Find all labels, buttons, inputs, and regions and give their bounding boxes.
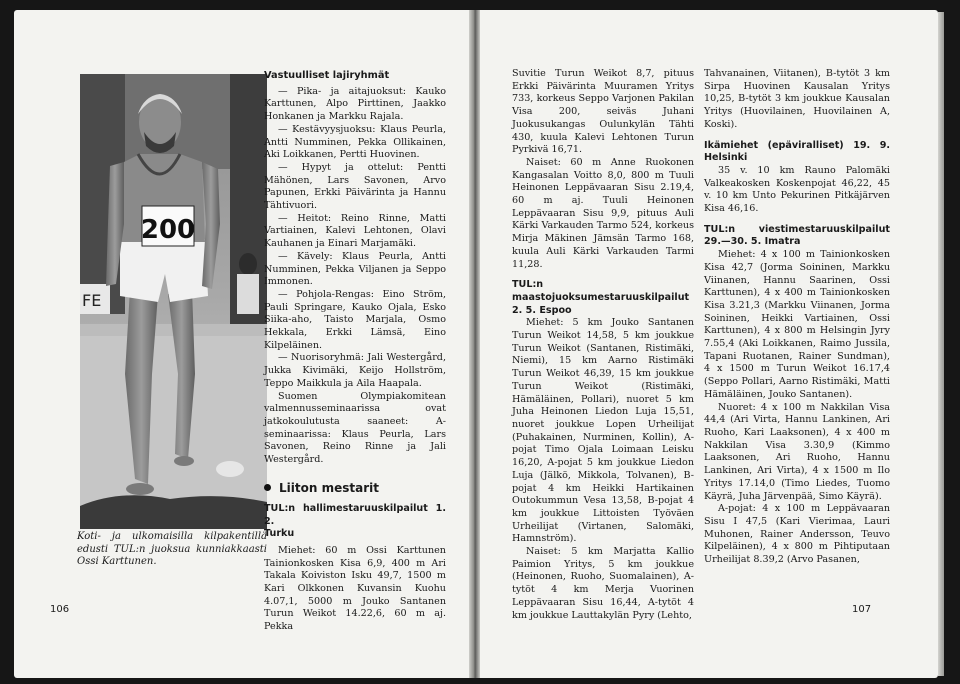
heading-responsibles: Vastuulliset lajiryhmät: [264, 70, 390, 81]
page-edge: [938, 12, 944, 676]
book-gutter: [469, 10, 480, 678]
paragraph-walking: — Kävely: Klaus Peurla, Antti Numminen, Pekka Viljanen ja Seppo Immonen.: [264, 250, 446, 288]
right-page: [480, 10, 938, 678]
section-date: 2. 5.: [512, 304, 536, 316]
section-heading: [512, 279, 694, 317]
results-paragraph: 35 v. 10 km Rauno Palomäki Valkeakosken Koskenpojat 46,22, 45 v. 10 km Unto Pekurinen Pitkäjärven Kisa 46,16.: [704, 164, 890, 215]
section-place: Helsinki: [704, 152, 748, 164]
right-column-2: [704, 68, 890, 567]
section-title-indoor: TUL:n hallimestaruuskilpailut 1. 2. Turku: [264, 502, 446, 540]
section-heading: [704, 224, 890, 249]
page-number-right: 107: [852, 604, 872, 615]
page-number-left: 106: [50, 604, 70, 615]
right-column-1: [512, 68, 694, 622]
paragraph-pohjola: — Pohjola-Rengas: Eino Ström, Pauli Springare, Kauko Ojala, Esko Siika-aho, Taisto Marjala, Osmo Hekkala, Erkki Lämsä, Eino Kilpeläinen.: [264, 288, 446, 351]
photo-caption: Koti- ja ulkomaisilla kilpakentillä edusti TUL:n juoksua kunniakkaasti Ossi Karttunen.: [77, 531, 267, 567]
results-paragraph: Miehet: 4 x 100 m Tainionkosken Kisa 42,7 (Jorma Soininen, Markku Viinanen, Hannu Saarinen, Ossi Karttunen), 4 x 400 m Tainionkosken Kisa 3.21,3 (Markku Viinanen, Jorma Soininen, Heikki Vartiainen, Ossi Karttunen), 4 x 800 m Helsingin Jyry 7.55,4 (Aki Loikkanen, Raimo Jussila, Tapani Ruotanen, Rainer Sundman), 4 x 1500 m Turun Weikot 16.17,4 (Seppo Pollari, Aarno Ristimäki, Matti Hämäläinen, Jouko Santanen).: [704, 249, 890, 400]
results-paragraph: Suvitie Turun Weikot 8,7, pituus Erkki Päivärinta Muuramen Yritys 733, korkeus Seppo Varjonen Pakilan Visa 200, seiväs Juhani Juokusukangas Oulunkylän Tähti 430, kuula Kalevi Lehtonen Turun Pyrkivä 16,71.: [512, 68, 694, 156]
section-date: 19. 9.: [853, 139, 891, 151]
results-paragraph: Miehet: 5 km Jouko Santanen Turun Weikot 14,58, 5 km joukkue Turun Weikot (Santanen, Ristimäki, Niemi), 15 km Aarno Ristimäki Turun Weikot 46,39, 15 km joukkue Turun Weikot (Ristimäki, Hämäläinen, Pollari), nuoret 5 km Juha Heinonen Liedon Luja 15,51, nuoret joukkue Lopen Urheilijat (Puhakainen, Nurminen, Kollin), A-pojat Timo Ojala Loimaan Leisku 16,20, A-pojat 5 km joukkue Liedon Luja (Jälkö, Mikkola, Tolvanen), B-pojat 4 km Heikki Hartikainen Outokummun Vesa 13,58, B-pojat 4 km joukkue Littoisten Työväen Urheilijat (Virtanen, Salomäki, Hamnström).: [512, 317, 694, 545]
paragraph-seminar: Suomen Olympiakomitean valmennusseminaarissa ovat jatkokoulutusta saaneet: A-seminaarissa: Klaus Peurla, Lars Savonen, Reino Rinne ja Jali Westergård.: [264, 390, 446, 466]
paragraph-jumps: — Hypyt ja ottelut: Pentti Mähönen, Lars Savonen, Arvo Papunen, Erkki Päivärinta ja Hannu Tähtivuori.: [264, 161, 446, 212]
bullet-icon: [264, 484, 271, 491]
section-place: Espoo: [539, 304, 572, 316]
paragraph-sprints: — Pika- ja aitajuoksut: Kauko Karttunen, Alpo Pirttinen, Jaakko Honkanen ja Markku Rajala.: [264, 85, 446, 123]
bib-number: 200: [140, 215, 196, 245]
runner-illustration: [80, 74, 267, 529]
section-title: Ikämiehet (epäviralliset): [704, 139, 844, 151]
paragraph-indoor-results: Miehet: 60 m Ossi Karttunen Tainionkosken Kisa 6,9, 400 m Ari Takala Koiviston Isku 49,7, 1500 m Kari Olkkonen Kuvansin Kuohu 4.07,1, 5000 m Jouko Santanen Turun Weikot 14.22,6, 60 m aj. Pekka: [264, 544, 446, 633]
results-paragraph: Naiset: 60 m Anne Ruokonen Kangasalan Voitto 8,0, 800 m Tuuli Heinonen Leppävaaran Sisu 2.19,4, 60 m aj. Tuuli Heinonen Leppävaaran Sisu 9,9, pituus Auli Kärki Varkauden Tarmo 524, korkeus Mirja Mäkinen Jämsän Tarmo 168, kuula Auli Kärki Varkauden Tarmi 11,28.: [512, 156, 694, 270]
heading-champions: Liiton mestarit: [264, 481, 446, 495]
section-title: TUL:n viestimestaruuskilpailut: [704, 223, 890, 235]
left-page: [14, 10, 469, 678]
section-title: TUL:n maastojuoksumestaruuskilpailut: [512, 279, 690, 303]
section-date: 29.—30. 5.: [704, 236, 762, 248]
results-paragraph: Naiset: 5 km Marjatta Kallio Paimion Yritys, 5 km joukkue (Heinonen, Ruoho, Suomalainen), A-tytöt 4 km Merja Vuorinen Leppävaaran Sisu 16,44, A-tytöt 4 km joukkue Lauttakylän Pyry (Lehto,: [512, 546, 694, 621]
svg-text:FE: FE: [82, 291, 102, 310]
athlete-photo: [80, 74, 267, 529]
paragraph-throws: — Heitot: Reino Rinne, Matti Vartiainen, Kalevi Lehtonen, Olavi Kauhanen ja Einari Marjamäki.: [264, 212, 446, 250]
left-text-column: [264, 70, 446, 634]
results-paragraph: Nuoret: 4 x 100 m Nakkilan Visa 44,4 (Ari Virta, Hannu Lankinen, Ari Ruoho, Kari Laaksonen), 4 x 400 m Nakkilan Visa 3.30,9 (Kimmo Laaksonen, Ari Ruoho, Hannu Lankinen, Ari Virta), 4 x 1500 m Ilo Yritys 17.14,0 (Timo Liedes, Tuomo Käyrä, Juha Järvenpää, Simo Käyrä).: [704, 401, 890, 502]
paragraph-endurance: — Kestävyysjuoksu: Klaus Peurla, Antti Numminen, Pekka Ollikainen, Aki Loikkanen, Pertti Huovinen.: [264, 123, 446, 161]
section-place: Imatra: [764, 236, 801, 248]
paragraph-youth: — Nuorisoryhmä: Jali Westergård, Jukka Kivimäki, Keijo Hollström, Teppo Maikkula ja Aila Haapala.: [264, 352, 446, 389]
results-paragraph: A-pojat: 4 x 100 m Leppävaaran Sisu I 47,5 (Kari Vierimaa, Lauri Muhonen, Rainer Andersson, Teuvo Kilpeläinen), 4 x 800 m Pihtiputaan Urheilijat 8.39,2 (Arvo Pasanen,: [704, 503, 890, 566]
section-heading: [704, 140, 890, 165]
results-paragraph: Tahvanainen, Viitanen), B-tytöt 3 km Sirpa Huovinen Kausalan Yritys 10,25, B-tytöt 3 km joukkue Kausalan Yritys (Huovilainen, Huovilainen A, Koski).: [704, 68, 890, 130]
